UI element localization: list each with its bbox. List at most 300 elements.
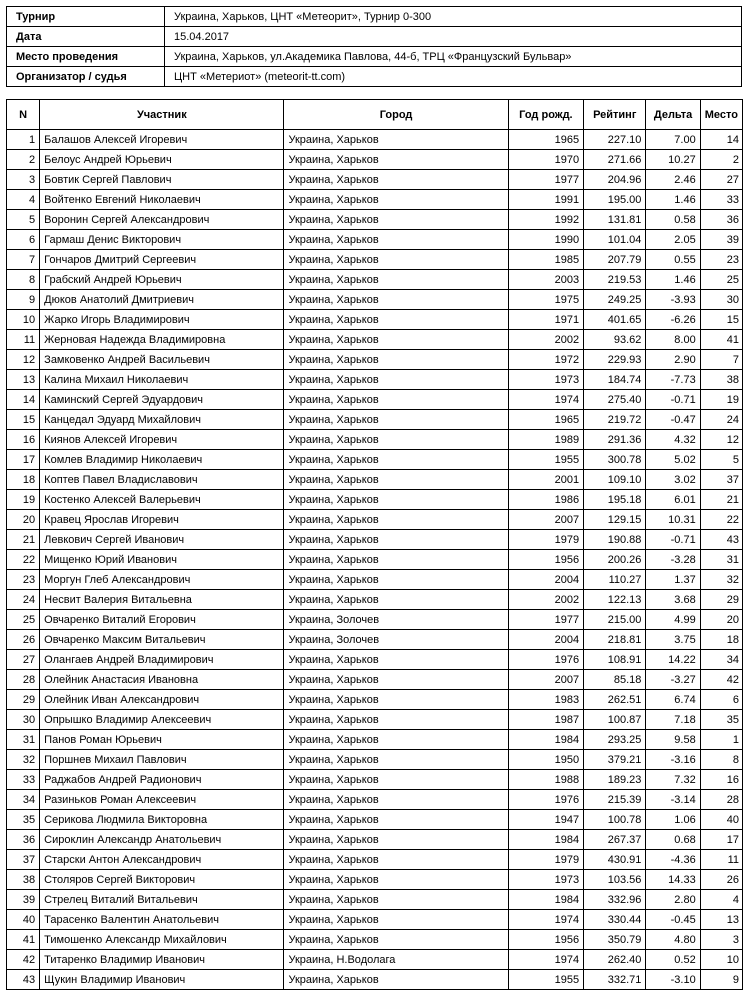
cell-birth-year: 2003 bbox=[508, 270, 583, 290]
cell-birth-year: 1977 bbox=[508, 610, 583, 630]
results-table bbox=[6, 99, 743, 990]
cell-city: Украина, Харьков bbox=[284, 450, 508, 470]
cell-birth-year: 2007 bbox=[508, 510, 583, 530]
results-table-body bbox=[7, 130, 743, 990]
cell-delta: 8.00 bbox=[646, 330, 700, 350]
info-value-venue: Украина, Харьков, ул.Академика Павлова, 44-б, ТРЦ «Французский Бульвар» bbox=[165, 47, 742, 67]
cell-place: 29 bbox=[700, 590, 742, 610]
cell-rating: 110.27 bbox=[584, 570, 646, 590]
cell-place: 23 bbox=[700, 250, 742, 270]
cell-rating: 275.40 bbox=[584, 390, 646, 410]
cell-birth-year: 1976 bbox=[508, 650, 583, 670]
cell-birth-year: 1991 bbox=[508, 190, 583, 210]
info-row bbox=[7, 7, 742, 27]
table-row bbox=[7, 310, 743, 330]
tournament-info-table bbox=[6, 6, 742, 87]
cell-birth-year: 1974 bbox=[508, 950, 583, 970]
cell-birth-year: 2004 bbox=[508, 570, 583, 590]
cell-place: 12 bbox=[700, 430, 742, 450]
cell-participant: Грабский Андрей Юрьевич bbox=[40, 270, 284, 290]
cell-participant: Замковенко Андрей Васильевич bbox=[40, 350, 284, 370]
table-row bbox=[7, 870, 743, 890]
cell-delta: 7.18 bbox=[646, 710, 700, 730]
cell-city: Украина, Харьков bbox=[284, 310, 508, 330]
cell-number: 39 bbox=[7, 890, 40, 910]
cell-place: 40 bbox=[700, 810, 742, 830]
cell-delta: 1.37 bbox=[646, 570, 700, 590]
cell-place: 19 bbox=[700, 390, 742, 410]
tournament-info-body bbox=[7, 7, 742, 87]
cell-place: 25 bbox=[700, 270, 742, 290]
table-row bbox=[7, 550, 743, 570]
cell-delta: 10.31 bbox=[646, 510, 700, 530]
cell-birth-year: 1979 bbox=[508, 530, 583, 550]
cell-city: Украина, Харьков bbox=[284, 190, 508, 210]
cell-birth-year: 1974 bbox=[508, 390, 583, 410]
cell-number: 8 bbox=[7, 270, 40, 290]
cell-delta: 2.05 bbox=[646, 230, 700, 250]
header-rating: Рейтинг bbox=[584, 100, 646, 130]
table-row bbox=[7, 330, 743, 350]
cell-city: Украина, Харьков bbox=[284, 430, 508, 450]
cell-place: 5 bbox=[700, 450, 742, 470]
table-row bbox=[7, 810, 743, 830]
cell-city: Украина, Н.Водолага bbox=[284, 950, 508, 970]
cell-number: 27 bbox=[7, 650, 40, 670]
header-birth-year: Год рожд. bbox=[508, 100, 583, 130]
cell-rating: 190.88 bbox=[584, 530, 646, 550]
cell-rating: 103.56 bbox=[584, 870, 646, 890]
cell-city: Украина, Харьков bbox=[284, 390, 508, 410]
cell-birth-year: 1974 bbox=[508, 910, 583, 930]
cell-number: 9 bbox=[7, 290, 40, 310]
cell-rating: 262.51 bbox=[584, 690, 646, 710]
cell-birth-year: 1977 bbox=[508, 170, 583, 190]
cell-birth-year: 1984 bbox=[508, 830, 583, 850]
cell-rating: 215.39 bbox=[584, 790, 646, 810]
cell-participant: Гончаров Дмитрий Сергеевич bbox=[40, 250, 284, 270]
cell-birth-year: 1975 bbox=[508, 290, 583, 310]
cell-delta: -0.71 bbox=[646, 390, 700, 410]
cell-birth-year: 1988 bbox=[508, 770, 583, 790]
table-row bbox=[7, 570, 743, 590]
cell-delta: 6.01 bbox=[646, 490, 700, 510]
cell-rating: 379.21 bbox=[584, 750, 646, 770]
cell-participant: Поршнев Михаил Павлович bbox=[40, 750, 284, 770]
cell-city: Украина, Харьков bbox=[284, 470, 508, 490]
cell-rating: 207.79 bbox=[584, 250, 646, 270]
cell-city: Украина, Харьков bbox=[284, 690, 508, 710]
cell-participant: Овчаренко Виталий Егорович bbox=[40, 610, 284, 630]
cell-city: Украина, Харьков bbox=[284, 810, 508, 830]
cell-birth-year: 1984 bbox=[508, 890, 583, 910]
cell-delta: 6.74 bbox=[646, 690, 700, 710]
cell-place: 13 bbox=[700, 910, 742, 930]
cell-number: 36 bbox=[7, 830, 40, 850]
cell-participant: Канцедал Эдуард Михайлович bbox=[40, 410, 284, 430]
cell-rating: 249.25 bbox=[584, 290, 646, 310]
cell-city: Украина, Харьков bbox=[284, 650, 508, 670]
cell-rating: 267.37 bbox=[584, 830, 646, 850]
cell-birth-year: 2004 bbox=[508, 630, 583, 650]
cell-city: Украина, Харьков bbox=[284, 530, 508, 550]
cell-delta: 0.58 bbox=[646, 210, 700, 230]
cell-delta: 14.22 bbox=[646, 650, 700, 670]
cell-participant: Серикова Людмила Викторовна bbox=[40, 810, 284, 830]
cell-delta: 7.00 bbox=[646, 130, 700, 150]
cell-participant: Старски Антон Александрович bbox=[40, 850, 284, 870]
cell-participant: Левкович Сергей Иванович bbox=[40, 530, 284, 550]
cell-rating: 184.74 bbox=[584, 370, 646, 390]
cell-delta: -0.47 bbox=[646, 410, 700, 430]
cell-delta: 10.27 bbox=[646, 150, 700, 170]
cell-delta: 14.33 bbox=[646, 870, 700, 890]
cell-number: 19 bbox=[7, 490, 40, 510]
cell-place: 33 bbox=[700, 190, 742, 210]
table-row bbox=[7, 390, 743, 410]
table-row bbox=[7, 370, 743, 390]
cell-number: 6 bbox=[7, 230, 40, 250]
cell-participant: Белоус Андрей Юрьевич bbox=[40, 150, 284, 170]
cell-place: 4 bbox=[700, 890, 742, 910]
cell-delta: 2.90 bbox=[646, 350, 700, 370]
info-key-organizer: Организатор / судья bbox=[7, 67, 165, 87]
cell-number: 35 bbox=[7, 810, 40, 830]
table-row bbox=[7, 850, 743, 870]
cell-delta: 0.68 bbox=[646, 830, 700, 850]
table-row bbox=[7, 270, 743, 290]
cell-rating: 219.72 bbox=[584, 410, 646, 430]
table-row bbox=[7, 650, 743, 670]
cell-place: 35 bbox=[700, 710, 742, 730]
table-row bbox=[7, 630, 743, 650]
cell-number: 31 bbox=[7, 730, 40, 750]
cell-city: Украина, Харьков bbox=[284, 710, 508, 730]
cell-participant: Кравец Ярослав Игоревич bbox=[40, 510, 284, 530]
cell-rating: 401.65 bbox=[584, 310, 646, 330]
cell-delta: -6.26 bbox=[646, 310, 700, 330]
cell-rating: 229.93 bbox=[584, 350, 646, 370]
table-row bbox=[7, 910, 743, 930]
cell-number: 24 bbox=[7, 590, 40, 610]
cell-city: Украина, Харьков bbox=[284, 550, 508, 570]
cell-place: 39 bbox=[700, 230, 742, 250]
cell-participant: Овчаренко Максим Витальевич bbox=[40, 630, 284, 650]
cell-participant: Моргун Глеб Александрович bbox=[40, 570, 284, 590]
cell-delta: 1.46 bbox=[646, 190, 700, 210]
table-row bbox=[7, 610, 743, 630]
cell-birth-year: 1971 bbox=[508, 310, 583, 330]
cell-rating: 100.78 bbox=[584, 810, 646, 830]
cell-number: 22 bbox=[7, 550, 40, 570]
cell-birth-year: 2002 bbox=[508, 330, 583, 350]
cell-birth-year: 1956 bbox=[508, 550, 583, 570]
cell-delta: 9.58 bbox=[646, 730, 700, 750]
cell-participant: Раджабов Андрей Радионович bbox=[40, 770, 284, 790]
cell-city: Украина, Золочев bbox=[284, 610, 508, 630]
cell-city: Украина, Харьков bbox=[284, 570, 508, 590]
cell-city: Украина, Харьков bbox=[284, 130, 508, 150]
cell-birth-year: 2007 bbox=[508, 670, 583, 690]
cell-participant: Киянов Алексей Игоревич bbox=[40, 430, 284, 450]
cell-participant: Балашов Алексей Игоревич bbox=[40, 130, 284, 150]
cell-participant: Столяров Сергей Викторович bbox=[40, 870, 284, 890]
cell-city: Украина, Харьков bbox=[284, 150, 508, 170]
cell-city: Украина, Харьков bbox=[284, 510, 508, 530]
cell-participant: Тарасенко Валентин Анатольевич bbox=[40, 910, 284, 930]
cell-rating: 129.15 bbox=[584, 510, 646, 530]
cell-number: 13 bbox=[7, 370, 40, 390]
cell-city: Украина, Харьков bbox=[284, 970, 508, 990]
cell-delta: 1.06 bbox=[646, 810, 700, 830]
cell-place: 22 bbox=[700, 510, 742, 530]
table-row bbox=[7, 970, 743, 990]
cell-participant: Олангаев Андрей Владимирович bbox=[40, 650, 284, 670]
cell-place: 17 bbox=[700, 830, 742, 850]
cell-participant: Панов Роман Юрьевич bbox=[40, 730, 284, 750]
cell-delta: -3.10 bbox=[646, 970, 700, 990]
cell-delta: 4.80 bbox=[646, 930, 700, 950]
cell-number: 30 bbox=[7, 710, 40, 730]
cell-place: 10 bbox=[700, 950, 742, 970]
cell-number: 23 bbox=[7, 570, 40, 590]
cell-birth-year: 1992 bbox=[508, 210, 583, 230]
cell-place: 6 bbox=[700, 690, 742, 710]
table-row bbox=[7, 210, 743, 230]
cell-number: 21 bbox=[7, 530, 40, 550]
cell-participant: Коптев Павел Владиславович bbox=[40, 470, 284, 490]
table-row bbox=[7, 730, 743, 750]
table-row bbox=[7, 790, 743, 810]
table-row bbox=[7, 230, 743, 250]
cell-rating: 262.40 bbox=[584, 950, 646, 970]
cell-place: 21 bbox=[700, 490, 742, 510]
cell-rating: 85.18 bbox=[584, 670, 646, 690]
cell-delta: -4.36 bbox=[646, 850, 700, 870]
cell-city: Украина, Харьков bbox=[284, 670, 508, 690]
header-city: Город bbox=[284, 100, 508, 130]
cell-birth-year: 1983 bbox=[508, 690, 583, 710]
info-row bbox=[7, 47, 742, 67]
table-row bbox=[7, 350, 743, 370]
cell-city: Украина, Харьков bbox=[284, 830, 508, 850]
table-row bbox=[7, 710, 743, 730]
cell-birth-year: 1950 bbox=[508, 750, 583, 770]
cell-city: Украина, Харьков bbox=[284, 490, 508, 510]
cell-participant: Воронин Сергей Александрович bbox=[40, 210, 284, 230]
cell-participant: Опрышко Владимир Алексеевич bbox=[40, 710, 284, 730]
cell-birth-year: 1970 bbox=[508, 150, 583, 170]
cell-number: 18 bbox=[7, 470, 40, 490]
table-row bbox=[7, 930, 743, 950]
cell-birth-year: 1973 bbox=[508, 870, 583, 890]
table-row bbox=[7, 190, 743, 210]
header-row bbox=[7, 100, 743, 130]
cell-participant: Олейник Анастасия Ивановна bbox=[40, 670, 284, 690]
cell-delta: 3.68 bbox=[646, 590, 700, 610]
cell-participant: Дюков Анатолий Дмитриевич bbox=[40, 290, 284, 310]
cell-rating: 332.96 bbox=[584, 890, 646, 910]
cell-birth-year: 1955 bbox=[508, 970, 583, 990]
cell-city: Украина, Харьков bbox=[284, 890, 508, 910]
cell-participant: Жарко Игорь Владимирович bbox=[40, 310, 284, 330]
cell-city: Украина, Харьков bbox=[284, 250, 508, 270]
cell-participant: Сироклин Александр Анатольевич bbox=[40, 830, 284, 850]
cell-city: Украина, Харьков bbox=[284, 230, 508, 250]
cell-delta: 7.32 bbox=[646, 770, 700, 790]
cell-birth-year: 1955 bbox=[508, 450, 583, 470]
cell-place: 37 bbox=[700, 470, 742, 490]
cell-place: 26 bbox=[700, 870, 742, 890]
cell-delta: 3.02 bbox=[646, 470, 700, 490]
cell-place: 28 bbox=[700, 790, 742, 810]
cell-place: 27 bbox=[700, 170, 742, 190]
info-value-organizer: ЦНТ «Метериот» (meteorit-tt.com) bbox=[165, 67, 742, 87]
table-row bbox=[7, 290, 743, 310]
cell-city: Украина, Харьков bbox=[284, 910, 508, 930]
table-row bbox=[7, 670, 743, 690]
cell-rating: 215.00 bbox=[584, 610, 646, 630]
cell-rating: 300.78 bbox=[584, 450, 646, 470]
cell-rating: 131.81 bbox=[584, 210, 646, 230]
cell-city: Украина, Харьков bbox=[284, 270, 508, 290]
cell-number: 17 bbox=[7, 450, 40, 470]
info-key-venue: Место проведения bbox=[7, 47, 165, 67]
cell-delta: -3.27 bbox=[646, 670, 700, 690]
cell-number: 25 bbox=[7, 610, 40, 630]
cell-place: 9 bbox=[700, 970, 742, 990]
cell-number: 3 bbox=[7, 170, 40, 190]
cell-number: 29 bbox=[7, 690, 40, 710]
cell-place: 31 bbox=[700, 550, 742, 570]
table-row bbox=[7, 250, 743, 270]
table-row bbox=[7, 510, 743, 530]
table-row bbox=[7, 450, 743, 470]
cell-rating: 108.91 bbox=[584, 650, 646, 670]
cell-number: 41 bbox=[7, 930, 40, 950]
cell-place: 42 bbox=[700, 670, 742, 690]
cell-place: 20 bbox=[700, 610, 742, 630]
info-row bbox=[7, 67, 742, 87]
cell-number: 34 bbox=[7, 790, 40, 810]
cell-participant: Мищенко Юрий Иванович bbox=[40, 550, 284, 570]
cell-participant: Гармаш Денис Викторович bbox=[40, 230, 284, 250]
cell-participant: Разиньков Роман Алексеевич bbox=[40, 790, 284, 810]
cell-participant: Калина Михаил Николаевич bbox=[40, 370, 284, 390]
table-row bbox=[7, 890, 743, 910]
cell-rating: 330.44 bbox=[584, 910, 646, 930]
cell-place: 3 bbox=[700, 930, 742, 950]
cell-number: 32 bbox=[7, 750, 40, 770]
cell-number: 15 bbox=[7, 410, 40, 430]
cell-delta: -3.14 bbox=[646, 790, 700, 810]
cell-delta: 5.02 bbox=[646, 450, 700, 470]
cell-birth-year: 1979 bbox=[508, 850, 583, 870]
cell-rating: 227.10 bbox=[584, 130, 646, 150]
cell-birth-year: 1947 bbox=[508, 810, 583, 830]
cell-number: 42 bbox=[7, 950, 40, 970]
cell-city: Украина, Харьков bbox=[284, 330, 508, 350]
table-row bbox=[7, 770, 743, 790]
cell-place: 34 bbox=[700, 650, 742, 670]
cell-rating: 101.04 bbox=[584, 230, 646, 250]
cell-rating: 93.62 bbox=[584, 330, 646, 350]
cell-rating: 350.79 bbox=[584, 930, 646, 950]
cell-rating: 109.10 bbox=[584, 470, 646, 490]
cell-place: 2 bbox=[700, 150, 742, 170]
cell-city: Украина, Харьков bbox=[284, 370, 508, 390]
cell-number: 12 bbox=[7, 350, 40, 370]
cell-rating: 293.25 bbox=[584, 730, 646, 750]
table-row bbox=[7, 490, 743, 510]
cell-rating: 100.87 bbox=[584, 710, 646, 730]
cell-rating: 204.96 bbox=[584, 170, 646, 190]
results-table-header bbox=[7, 100, 743, 130]
cell-rating: 189.23 bbox=[584, 770, 646, 790]
cell-place: 18 bbox=[700, 630, 742, 650]
cell-birth-year: 2001 bbox=[508, 470, 583, 490]
cell-place: 1 bbox=[700, 730, 742, 750]
cell-number: 4 bbox=[7, 190, 40, 210]
cell-rating: 291.36 bbox=[584, 430, 646, 450]
cell-number: 43 bbox=[7, 970, 40, 990]
cell-place: 43 bbox=[700, 530, 742, 550]
cell-place: 24 bbox=[700, 410, 742, 430]
cell-place: 8 bbox=[700, 750, 742, 770]
cell-birth-year: 1985 bbox=[508, 250, 583, 270]
cell-place: 41 bbox=[700, 330, 742, 350]
cell-delta: 0.52 bbox=[646, 950, 700, 970]
cell-place: 30 bbox=[700, 290, 742, 310]
cell-number: 40 bbox=[7, 910, 40, 930]
cell-participant: Олейник Иван Александрович bbox=[40, 690, 284, 710]
info-row bbox=[7, 27, 742, 47]
cell-birth-year: 1989 bbox=[508, 430, 583, 450]
cell-number: 10 bbox=[7, 310, 40, 330]
cell-city: Украина, Харьков bbox=[284, 850, 508, 870]
cell-rating: 332.71 bbox=[584, 970, 646, 990]
cell-number: 37 bbox=[7, 850, 40, 870]
cell-birth-year: 1990 bbox=[508, 230, 583, 250]
cell-rating: 195.18 bbox=[584, 490, 646, 510]
cell-number: 26 bbox=[7, 630, 40, 650]
cell-delta: 4.99 bbox=[646, 610, 700, 630]
header-delta: Дельта bbox=[646, 100, 700, 130]
cell-participant: Комлев Владимир Николаевич bbox=[40, 450, 284, 470]
cell-number: 2 bbox=[7, 150, 40, 170]
cell-participant: Бовтик Сергей Павлович bbox=[40, 170, 284, 190]
cell-rating: 219.53 bbox=[584, 270, 646, 290]
cell-birth-year: 1973 bbox=[508, 370, 583, 390]
cell-participant: Войтенко Евгений Николаевич bbox=[40, 190, 284, 210]
cell-participant: Костенко Алексей Валерьевич bbox=[40, 490, 284, 510]
cell-delta: 1.46 bbox=[646, 270, 700, 290]
cell-participant: Стрелец Виталий Витальевич bbox=[40, 890, 284, 910]
cell-participant: Щукин Владимир Иванович bbox=[40, 970, 284, 990]
cell-rating: 122.13 bbox=[584, 590, 646, 610]
cell-number: 20 bbox=[7, 510, 40, 530]
cell-birth-year: 1976 bbox=[508, 790, 583, 810]
cell-place: 16 bbox=[700, 770, 742, 790]
cell-city: Украина, Харьков bbox=[284, 210, 508, 230]
cell-city: Украина, Харьков bbox=[284, 350, 508, 370]
cell-participant: Титаренко Владимир Иванович bbox=[40, 950, 284, 970]
cell-place: 11 bbox=[700, 850, 742, 870]
table-row bbox=[7, 170, 743, 190]
cell-birth-year: 1986 bbox=[508, 490, 583, 510]
cell-birth-year: 1984 bbox=[508, 730, 583, 750]
table-row bbox=[7, 950, 743, 970]
